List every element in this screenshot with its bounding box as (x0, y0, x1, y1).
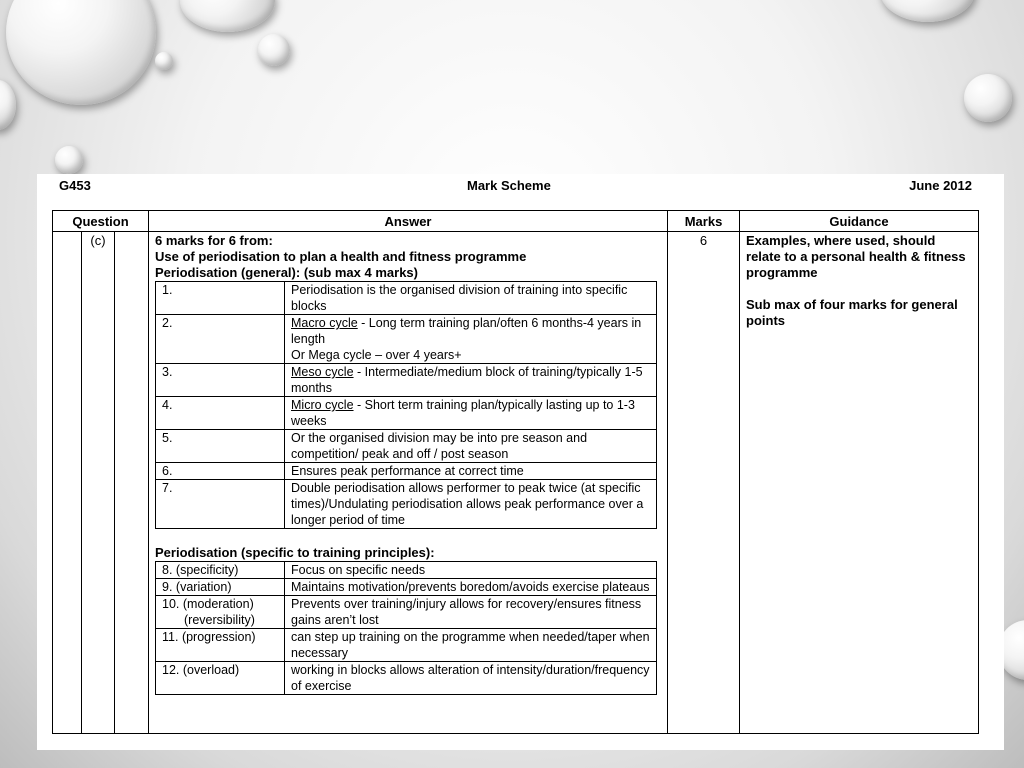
water-drop-decoration (55, 146, 83, 174)
answer-column-header: Answer (149, 211, 668, 232)
water-drop-decoration (880, 0, 975, 22)
marks-cell: 6 (668, 232, 740, 734)
point-number: 3. (156, 364, 285, 397)
mark-scheme-table (52, 210, 979, 734)
answer-cell (149, 232, 668, 734)
point-term: Micro cycle (291, 398, 354, 412)
point-text (285, 364, 657, 397)
answer-intro-line: Use of periodisation to plan a health and fitness programme (155, 249, 527, 264)
table-row (156, 579, 657, 596)
water-drop-decoration (0, 80, 16, 130)
guidance-paragraph: Examples, where used, should relate to a personal health & fitness programme (746, 233, 966, 280)
point-text: Prevents over training/injury allows for recovery/ensures fitness gains aren’t lost (285, 596, 657, 629)
point-number: 2. (156, 315, 285, 364)
point-number: 9. (variation) (156, 579, 285, 596)
point-number-line: 10. (moderation) (162, 597, 254, 611)
point-number (156, 596, 285, 629)
question-number-cell (53, 232, 82, 734)
point-term: Macro cycle (291, 316, 358, 330)
point-text: Ensures peak performance at correct time (285, 463, 657, 480)
table-row (156, 629, 657, 662)
table-row (156, 596, 657, 629)
point-number: 11. (progression) (156, 629, 285, 662)
point-description: - Long term training plan/often 6 months-4 years in length (291, 316, 642, 346)
table-row (156, 662, 657, 695)
point-text: Double periodisation allows performer to peak twice (at specific times)/Undulating periodisation allows peak performance over a longer period of time (285, 480, 657, 529)
point-extra: Or Mega cycle – over 4 years+ (291, 348, 462, 362)
question-column-header: Question (53, 211, 149, 232)
point-text: can step up training on the programme when needed/taper when necessary (285, 629, 657, 662)
table-row (156, 480, 657, 529)
table-row (156, 397, 657, 430)
water-drop-decoration (258, 34, 290, 66)
table-row (156, 430, 657, 463)
water-drop-decoration (964, 74, 1012, 122)
answer-intro-line: Periodisation (general): (sub max 4 marks) (155, 265, 418, 280)
point-term: Meso cycle (291, 365, 354, 379)
point-description: - Short term training plan/typically lasting up to 1-3 weeks (291, 398, 635, 428)
mark-scheme-page (37, 174, 1004, 750)
point-number: 8. (specificity) (156, 562, 285, 579)
general-points-table (155, 281, 657, 529)
point-number: 4. (156, 397, 285, 430)
water-drop-decoration (6, 0, 156, 105)
point-text (285, 315, 657, 364)
water-drop-decoration (180, 0, 275, 32)
point-text: working in blocks allows alteration of intensity/duration/frequency of exercise (285, 662, 657, 695)
point-text: Periodisation is the organised division of training into specific blocks (285, 282, 657, 315)
point-text: Or the organised division may be into pre season and competition/ peak and off / post season (285, 430, 657, 463)
point-number: 1. (156, 282, 285, 315)
paper-code: G453 (59, 178, 91, 193)
point-number: 5. (156, 430, 285, 463)
exam-date: June 2012 (909, 178, 972, 193)
point-text: Maintains motivation/prevents boredom/avoids exercise plateaus (285, 579, 657, 596)
answer-intro-line: 6 marks for 6 from: (155, 233, 273, 248)
guidance-cell (740, 232, 979, 734)
question-subpart-cell (115, 232, 149, 734)
point-text (285, 397, 657, 430)
point-number: 12. (overload) (156, 662, 285, 695)
guidance-paragraph: Sub max of four marks for general points (746, 297, 958, 328)
table-row (156, 463, 657, 480)
table-row (156, 364, 657, 397)
specific-points-table (155, 561, 657, 695)
table-row (156, 282, 657, 315)
point-number: 6. (156, 463, 285, 480)
marks-column-header: Marks (668, 211, 740, 232)
question-part-cell: (c) (82, 232, 115, 734)
point-description: - Intermediate/medium block of training/typically 1-5 months (291, 365, 643, 395)
point-number: 7. (156, 480, 285, 529)
point-number-line: (reversibility) (184, 613, 255, 627)
table-row (156, 562, 657, 579)
specific-points-heading: Periodisation (specific to training principles): (155, 545, 435, 560)
point-text: Focus on specific needs (285, 562, 657, 579)
table-row (156, 315, 657, 364)
water-drop-decoration (155, 52, 173, 70)
guidance-column-header: Guidance (740, 211, 979, 232)
page-title: Mark Scheme (467, 178, 551, 193)
